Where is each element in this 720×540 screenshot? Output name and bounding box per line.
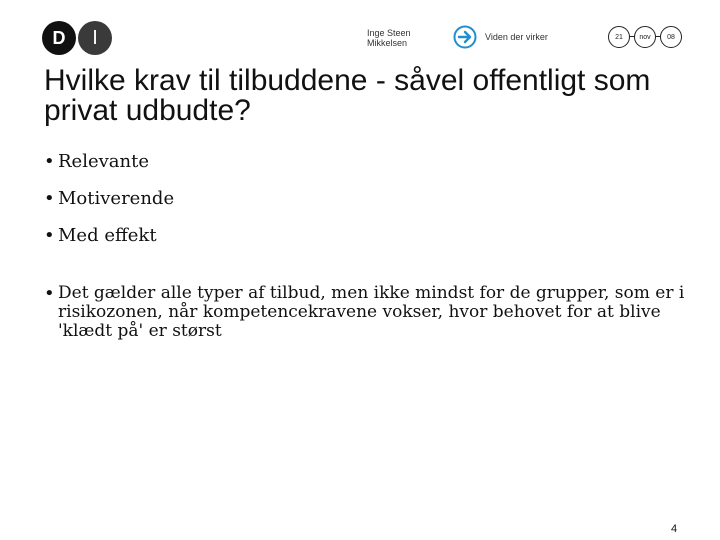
page-number: 4 <box>671 523 678 535</box>
bullet-text: Det gælder alle typer af tilbud, men ikke mindst for de grupper, som er i risikozonen, når kompetencekravene vokser, hvor behovet for at blive 'klædt på' er størst <box>58 283 685 341</box>
date-day: 21 <box>608 26 630 48</box>
bullet-dot: • <box>44 225 55 246</box>
author-name: Inge Steen Mikkelsen <box>367 28 411 48</box>
logo-letter-i: I <box>78 21 112 55</box>
bullet-dot: • <box>44 188 55 209</box>
bullet-dot: • <box>44 151 55 172</box>
bullet-text: Relevante <box>58 151 149 172</box>
date-year: 08 <box>660 26 682 48</box>
bullet-list <box>44 152 694 341</box>
bullet-text: Med effekt <box>58 225 157 246</box>
bullet-text: Motiverende <box>58 188 175 209</box>
arrow-right-circle-icon <box>453 25 477 49</box>
tagline: Viden der virker <box>485 32 548 42</box>
date-badge <box>608 26 682 48</box>
di-logo <box>42 21 112 55</box>
bullet-item <box>44 284 694 341</box>
logo-letter-d: D <box>42 21 76 55</box>
slide-title: Hvilke krav til tilbuddene - såvel offentligt som privat udbudte? <box>44 64 651 127</box>
bullet-item <box>44 226 694 246</box>
bullet-item <box>44 152 694 172</box>
bullet-dot: • <box>44 283 55 304</box>
bullet-item <box>44 189 694 209</box>
date-month: nov <box>634 26 656 48</box>
